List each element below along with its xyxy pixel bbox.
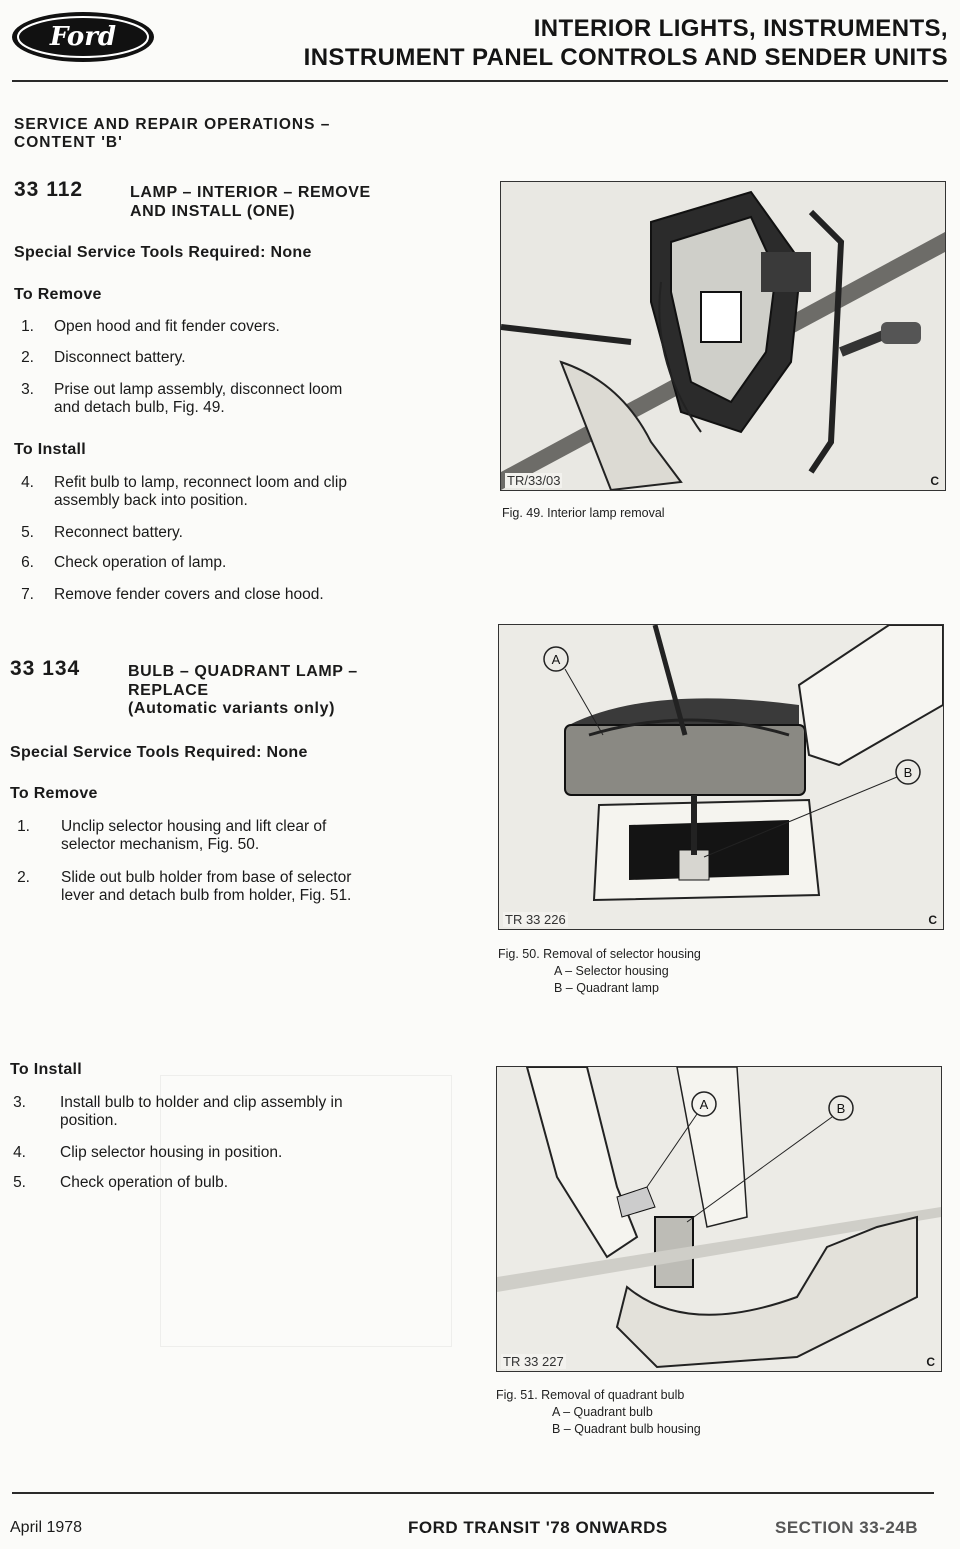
- op2-step-2: [0, 869, 452, 907]
- figure-51-mark: C: [926, 1355, 935, 1369]
- step-text: Install bulb to holder and clip assembly in: [60, 1094, 343, 1111]
- section-heading: [14, 116, 454, 152]
- step-number: 4.: [13, 1144, 26, 1161]
- step-text: Check operation of bulb.: [60, 1174, 229, 1191]
- figure-51-label-a: A: [699, 1097, 709, 1112]
- step-number: 5.: [21, 524, 34, 541]
- op2-title-line-3: (Automatic variants only): [128, 700, 336, 717]
- step-text: Refit bulb to lamp, reconnect loom and clip: [54, 474, 347, 491]
- figure-50-caption: [498, 946, 701, 997]
- op2-tools: Special Service Tools Required: None: [10, 744, 308, 761]
- quadrant-bulb-drawing: [497, 1067, 941, 1371]
- op2-number: 33 134: [10, 657, 81, 680]
- step-text: Unclip selector housing and lift clear of: [61, 818, 327, 835]
- page-title-line-1: INTERIOR LIGHTS, INSTRUMENTS,: [533, 15, 948, 42]
- op1-remove-heading: To Remove: [14, 286, 102, 303]
- op1-number: 33 112: [14, 178, 84, 201]
- op2-title-line-1: BULB – QUADRANT LAMP –: [128, 663, 358, 680]
- figure-50-label-a: A: [551, 652, 561, 667]
- step-number: 3.: [13, 1094, 26, 1111]
- step-text: Slide out bulb holder from base of selector: [61, 869, 352, 886]
- footer-divider: [12, 1492, 934, 1494]
- figure-51-legend-a: A – Quadrant bulb: [552, 1405, 653, 1419]
- step-text-cont: and detach bulb, Fig. 49.: [54, 399, 225, 416]
- figure-51-caption-title: Fig. 51. Removal of quadrant bulb: [496, 1388, 685, 1402]
- section-heading-line-2: CONTENT 'B': [14, 134, 123, 151]
- figure-49-caption: Fig. 49. Interior lamp removal: [502, 506, 665, 520]
- op2-step-1: [0, 818, 452, 856]
- footer-model: FORD TRANSIT '78 ONWARDS: [408, 1518, 668, 1537]
- figure-49-reference: TR/33/03: [507, 473, 561, 488]
- op1-step-4: [4, 474, 456, 512]
- step-text: Open hood and fit fender covers.: [54, 318, 280, 335]
- step-number: 6.: [21, 554, 34, 571]
- figure-51-illustration: [496, 1066, 942, 1372]
- footer-section: SECTION 33-24B: [775, 1518, 919, 1537]
- ford-logo-text: Ford: [49, 22, 117, 52]
- step-number: 1.: [17, 818, 30, 835]
- page-title-line-2: INSTRUMENT PANEL CONTROLS AND SENDER UNITS: [303, 44, 948, 71]
- figure-50-label-b: B: [903, 765, 913, 780]
- step-number: 7.: [21, 586, 34, 603]
- op2-install-heading: To Install: [10, 1061, 83, 1078]
- selector-housing-drawing: [499, 625, 943, 929]
- op1-step-2: [4, 349, 456, 369]
- ford-logo: [10, 10, 156, 64]
- step-text: Prise out lamp assembly, disconnect loom: [54, 381, 343, 398]
- op2-remove-heading: To Remove: [10, 785, 98, 802]
- section-heading-line-1: SERVICE AND REPAIR OPERATIONS –: [14, 116, 331, 133]
- op2-title-line-2: REPLACE: [128, 681, 209, 699]
- op1-install-heading: To Install: [14, 441, 87, 458]
- op2-title: [128, 663, 358, 719]
- op1-title-line-1: LAMP – INTERIOR – REMOVE: [130, 184, 371, 201]
- figure-49-mark: C: [930, 474, 939, 488]
- step-text-cont: assembly back into position.: [54, 492, 248, 509]
- step-text-cont: position.: [60, 1112, 118, 1129]
- step-text: Disconnect battery.: [54, 349, 186, 366]
- step-number: 5.: [13, 1174, 26, 1191]
- op1-step-6: [4, 554, 456, 574]
- op1-step-7: [4, 586, 456, 606]
- op1-tools: Special Service Tools Required: None: [14, 244, 312, 261]
- interior-lamp-drawing: [501, 182, 945, 490]
- op1-step-1: [4, 318, 456, 338]
- step-text-cont: lever and detach bulb from holder, Fig. 51.: [61, 887, 352, 904]
- step-number: 4.: [21, 474, 34, 491]
- step-number: 3.: [21, 381, 34, 398]
- op1-step-3: [4, 381, 456, 419]
- step-text: Check operation of lamp.: [54, 554, 227, 571]
- op1-step-5: [4, 524, 456, 544]
- figure-51-reference: TR 33 227: [503, 1354, 564, 1369]
- footer-date: April 1978: [10, 1519, 83, 1536]
- figure-51-label-b: B: [836, 1101, 846, 1116]
- step-number: 2.: [17, 869, 30, 886]
- figure-50-legend-a: A – Selector housing: [554, 964, 669, 978]
- step-number: 2.: [21, 349, 34, 366]
- figure-49-illustration: [500, 181, 946, 491]
- figure-51-legend-b: B – Quadrant bulb housing: [552, 1422, 701, 1436]
- header-divider: [12, 80, 948, 82]
- bleed-through-diagram: [160, 1075, 452, 1347]
- step-number: 1.: [21, 318, 34, 335]
- figure-50-illustration: [498, 624, 944, 930]
- page-title: [200, 14, 948, 72]
- figure-51-caption: [496, 1387, 701, 1438]
- step-text: Reconnect battery.: [54, 524, 183, 541]
- step-text: Remove fender covers and close hood.: [54, 586, 324, 603]
- op1-title-line-2: AND INSTALL (ONE): [130, 202, 296, 220]
- op1-title: [130, 184, 371, 221]
- step-text-cont: selector mechanism, Fig. 50.: [61, 836, 260, 853]
- figure-50-caption-title: Fig. 50. Removal of selector housing: [498, 947, 701, 961]
- figure-50-mark: C: [928, 913, 937, 927]
- figure-50-reference: TR 33 226: [505, 912, 566, 927]
- step-text: Clip selector housing in position.: [60, 1144, 283, 1161]
- figure-50-legend-b: B – Quadrant lamp: [554, 981, 659, 995]
